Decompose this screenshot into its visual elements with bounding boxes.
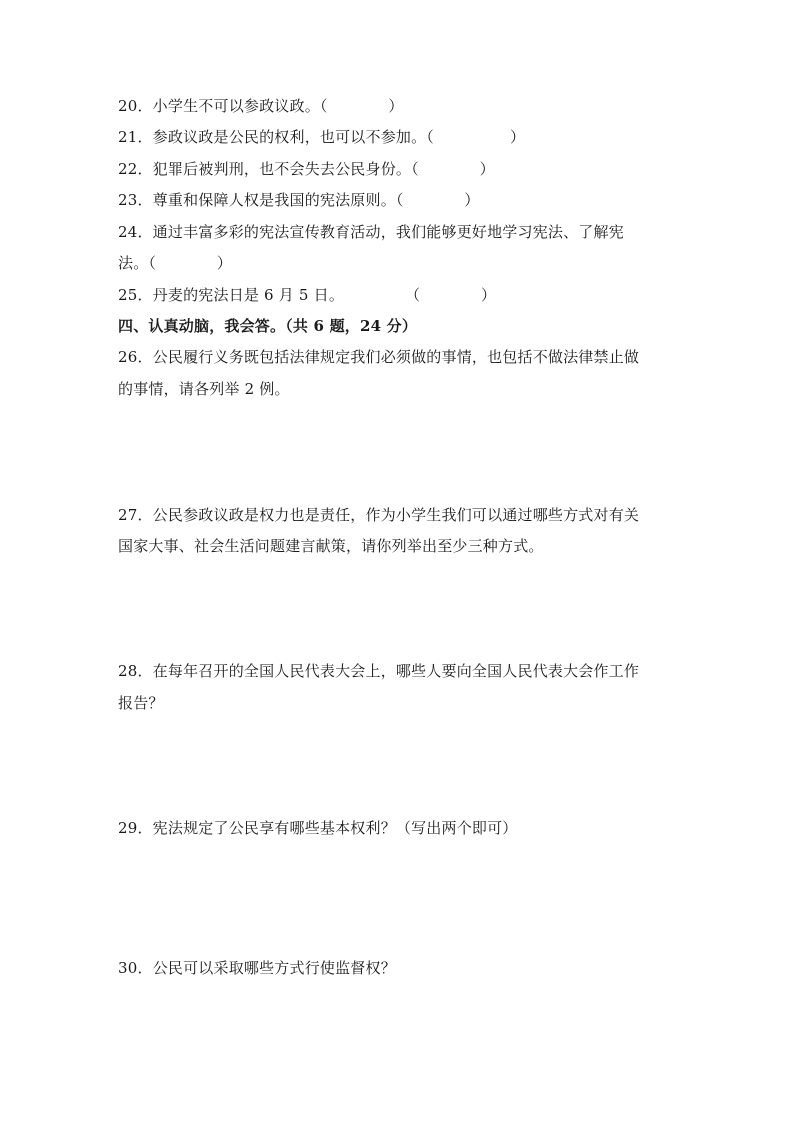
question-23: 23．尊重和保障人权是我国的宪法原则。（ ） [118, 191, 480, 209]
question-27-line-1: 27．公民参政议政是权力也是责任，作为小学生我们可以通过哪些方式对有关 [118, 506, 640, 524]
question-30: 30．公民可以采取哪些方式行使监督权？ [118, 959, 396, 977]
question-28-line-1: 28．在每年召开的全国人民代表大会上，哪些人要向全国人民代表大会作工作 [118, 662, 640, 680]
section-heading: 四、认真动脑，我会答。（共 6 题，24 分） [118, 317, 418, 335]
question-21: 21．参政议政是公民的权利，也可以不参加。（ ） [118, 128, 526, 146]
question-29: 29．宪法规定了公民享有哪些基本权利？（写出两个即可） [118, 819, 518, 837]
question-22: 22．犯罪后被判刑，也不会失去公民身份。（ ） [118, 160, 495, 178]
question-28-line-2: 报告？ [118, 694, 164, 712]
question-24-line-1: 24．通过丰富多彩的宪法宣传教育活动，我们能够更好地学习宪法、了解宪 [118, 223, 624, 241]
question-24-line-2: 法。（ ） [118, 254, 233, 272]
question-26-line-2: 的事情，请各列举 2 例。 [118, 380, 290, 398]
question-27-line-2: 国家大事、社会生活问题建言献策，请你列举出至少三种方式。 [118, 537, 544, 555]
question-26-line-1: 26．公民履行义务既包括法律规定我们必须做的事情，也包括不做法律禁止做 [118, 348, 640, 366]
question-20: 20．小学生不可以参政议政。（ ） [118, 97, 404, 115]
question-25: 25．丹麦的宪法日是 6 月 5 日。 （ ） [118, 286, 497, 304]
